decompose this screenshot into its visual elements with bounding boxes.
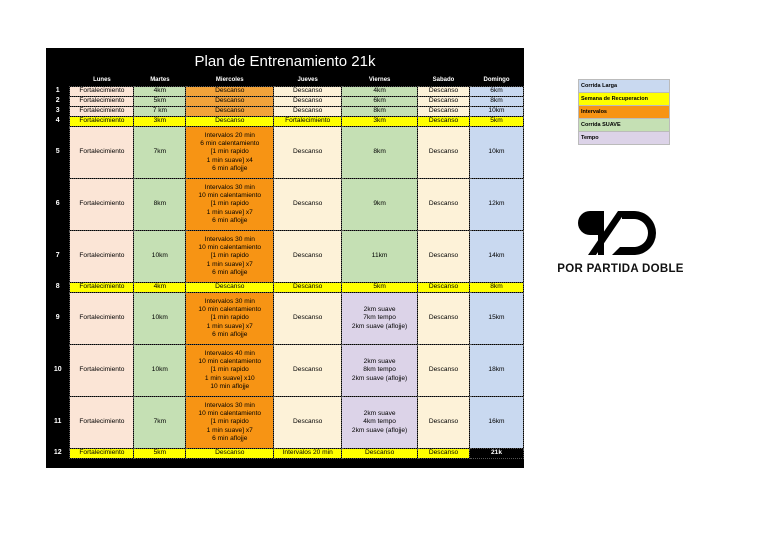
week-row — [46, 283, 524, 293]
cell-text: 3km — [153, 117, 167, 125]
day-header: Jueves — [274, 76, 342, 87]
cell-text: Descanso — [428, 283, 459, 291]
cell-text: Descanso — [293, 200, 323, 208]
plan-cell-viernes — [342, 97, 418, 107]
cell-text: Fortalecimiento — [79, 117, 125, 125]
legend-row — [579, 132, 670, 145]
cell-text: Fortalecimiento — [79, 87, 125, 95]
legend-item: Corrida Larga — [579, 80, 670, 93]
plan-cell-domingo — [469, 179, 523, 231]
ppd-monogram-icon — [578, 205, 660, 261]
cell-text: Descanso — [293, 107, 323, 115]
cell-text: Fortalecimiento — [79, 200, 125, 208]
plan-cell-martes — [134, 97, 186, 107]
plan-cell-miercoles — [186, 179, 274, 231]
plan-cell-jueves — [274, 117, 342, 127]
plan-cell-jueves — [274, 127, 342, 179]
legend-row — [579, 80, 670, 93]
plan-cell-domingo — [469, 231, 523, 283]
cell-text: 14km — [488, 252, 505, 260]
plan-cell-martes — [134, 179, 186, 231]
cell-text: 2km suave 8km tempo 2km suave (aflojje) — [351, 357, 408, 382]
cell-text: Descanso — [428, 366, 459, 374]
plan-cell-miercoles — [186, 293, 274, 345]
week-number: 9 — [46, 293, 70, 345]
plan-cell-viernes — [342, 397, 418, 449]
cell-text: 7km — [153, 148, 167, 156]
cell-text: Descanso — [215, 283, 245, 291]
cell-text: Fortalecimiento — [79, 252, 125, 260]
cell-text: Intervalos 30 min 10 min calentamiento [1 min rapido 1 min suave] x7 6 min aflojje — [198, 183, 262, 225]
plan-cell-domingo — [469, 117, 523, 127]
plan-cell-jueves — [274, 97, 342, 107]
plan-cell-domingo — [469, 107, 523, 117]
cell-text: Descanso — [215, 117, 245, 125]
plan-cell-miercoles — [186, 231, 274, 283]
cell-text: 8km — [373, 148, 386, 156]
week-number: 3 — [46, 107, 70, 117]
plan-cell-lunes — [70, 293, 134, 345]
plan-cell-domingo — [469, 127, 523, 179]
cell-text: 8km — [490, 283, 503, 291]
day-header: Viernes — [342, 76, 418, 87]
cell-text: Descanso — [428, 148, 459, 156]
plan-cell-sabado — [418, 179, 470, 231]
plan-cell-jueves — [274, 293, 342, 345]
cell-text: Fortalecimiento — [79, 148, 125, 156]
cell-text: Intervalos 20 min 6 min calentamiento [1 min rapido 1 min suave] x4 6 min aflojje — [200, 131, 260, 173]
week-number: 6 — [46, 179, 70, 231]
cell-text: Fortalecimiento — [79, 97, 125, 105]
plan-cell-viernes — [342, 87, 418, 97]
plan-cell-viernes — [342, 283, 418, 293]
plan-cell-domingo — [469, 449, 523, 459]
plan-cell-sabado — [418, 293, 470, 345]
week-number: 5 — [46, 127, 70, 179]
plan-cell-lunes — [70, 117, 134, 127]
plan-cell-martes — [134, 127, 186, 179]
week-row — [46, 397, 524, 449]
cell-text: Descanso — [215, 449, 245, 457]
day-header: Domingo — [469, 76, 523, 87]
cell-text: 2km suave 4km tempo 2km suave (aflojje) — [351, 409, 408, 434]
cell-text: Intervalos 30 min 10 min calentamiento [1 min rapido 1 min suave] x7 6 min aflojje — [198, 297, 262, 339]
cell-text: 10km — [151, 252, 168, 260]
cell-text: 11km — [371, 252, 388, 260]
cell-text: 12km — [488, 200, 505, 208]
plan-cell-miercoles — [186, 449, 274, 459]
cell-text: 10km — [151, 314, 168, 322]
cell-text: Descanso — [428, 117, 459, 125]
cell-text: 21k — [490, 449, 502, 457]
cell-text: Fortalecimiento — [79, 366, 125, 374]
cell-text: 15km — [488, 314, 505, 322]
cell-text: 18km — [488, 366, 505, 374]
week-row — [46, 293, 524, 345]
cell-text: Intervalos 30 min 10 min calentamiento [1 min rapido 1 min suave] x7 6 min aflojje — [198, 235, 262, 277]
week-number: 2 — [46, 97, 70, 107]
plan-cell-martes — [134, 345, 186, 397]
cell-text: 6km — [490, 87, 503, 95]
plan-cell-martes — [134, 231, 186, 283]
week-number: 10 — [46, 345, 70, 397]
plan-cell-domingo — [469, 397, 523, 449]
legend-item: Semana de Recuperacion — [579, 93, 670, 106]
cell-text: Fortalecimiento — [285, 117, 331, 125]
cell-text: 4km — [153, 283, 167, 291]
cell-text: Descanso — [293, 314, 323, 322]
cell-text: 10km — [488, 107, 505, 115]
plan-cell-lunes — [70, 107, 134, 117]
cell-text: Descanso — [293, 87, 323, 95]
plan-cell-viernes — [342, 127, 418, 179]
cell-text: Descanso — [428, 252, 459, 260]
cell-text: Fortalecimiento — [79, 314, 125, 322]
cell-text: 5km — [373, 283, 386, 291]
legend-table — [578, 79, 670, 145]
plan-cell-jueves — [274, 397, 342, 449]
cell-text: Descanso — [293, 283, 323, 291]
legend-item: Corrida SUAVE — [579, 119, 670, 132]
week-number: 12 — [46, 449, 70, 459]
corner-cell — [46, 76, 70, 87]
cell-text: 8km — [490, 97, 503, 105]
cell-text: Descanso — [215, 107, 245, 115]
plan-cell-lunes — [70, 87, 134, 97]
plan-cell-martes — [134, 449, 186, 459]
plan-cell-jueves — [274, 231, 342, 283]
plan-cell-lunes — [70, 449, 134, 459]
week-row — [46, 179, 524, 231]
plan-cell-jueves — [274, 179, 342, 231]
day-header: Martes — [134, 76, 186, 87]
cell-text: Fortalecimiento — [79, 107, 125, 115]
cell-text: Intervalos 40 min 10 min calentamiento [1 min rapido 1 min suave] x10 10 min aflojje — [198, 349, 262, 391]
cell-text: Descanso — [428, 87, 459, 95]
plan-cell-viernes — [342, 117, 418, 127]
legend-row — [579, 106, 670, 119]
plan-cell-sabado — [418, 345, 470, 397]
plan-cell-miercoles — [186, 107, 274, 117]
cell-text: Intervalos 30 min 10 min calentamiento [1 min rapido 1 min suave] x7 6 min aflojje — [198, 401, 262, 443]
cell-text: 6km — [373, 97, 386, 105]
cell-text: 8km — [153, 200, 167, 208]
legend-row — [579, 119, 670, 132]
cell-text: Descanso — [428, 97, 459, 105]
cell-text: 7 km — [152, 107, 168, 115]
plan-cell-domingo — [469, 283, 523, 293]
plan-cell-viernes — [342, 293, 418, 345]
cell-text: Descanso — [428, 200, 459, 208]
day-header: Miercoles — [186, 76, 274, 87]
cell-text: 10km — [488, 148, 505, 156]
cell-text: 4km — [373, 87, 386, 95]
cell-text: 10km — [151, 366, 168, 374]
plan-cell-sabado — [418, 127, 470, 179]
header-row — [46, 76, 524, 87]
plan-cell-domingo — [469, 87, 523, 97]
plan-cell-miercoles — [186, 345, 274, 397]
week-row — [46, 345, 524, 397]
week-number: 7 — [46, 231, 70, 283]
week-row — [46, 117, 524, 127]
week-row — [46, 97, 524, 107]
week-row — [46, 87, 524, 97]
cell-text: Intervalos 20 min — [282, 449, 333, 457]
plan-cell-miercoles — [186, 97, 274, 107]
week-row — [46, 449, 524, 459]
plan-cell-jueves — [274, 87, 342, 97]
cell-text: 16km — [488, 418, 505, 426]
plan-cell-miercoles — [186, 127, 274, 179]
week-row — [46, 127, 524, 179]
cell-text: Descanso — [364, 449, 395, 457]
cell-text: 9km — [373, 200, 386, 208]
plan-cell-jueves — [274, 283, 342, 293]
week-number: 4 — [46, 117, 70, 127]
cell-text: Descanso — [293, 366, 323, 374]
plan-cell-sabado — [418, 449, 470, 459]
cell-text: 4km — [153, 87, 167, 95]
cell-text: Descanso — [215, 97, 245, 105]
training-plan-sheet — [46, 48, 524, 468]
cell-text: Descanso — [215, 87, 245, 95]
plan-cell-martes — [134, 107, 186, 117]
plan-cell-viernes — [342, 107, 418, 117]
plan-cell-martes — [134, 87, 186, 97]
cell-text: Descanso — [293, 252, 323, 260]
plan-cell-jueves — [274, 107, 342, 117]
day-header: Lunes — [70, 76, 134, 87]
day-header: Sabado — [418, 76, 470, 87]
plan-cell-sabado — [418, 107, 470, 117]
plan-cell-lunes — [70, 283, 134, 293]
plan-cell-martes — [134, 117, 186, 127]
plan-cell-lunes — [70, 231, 134, 283]
week-number: 11 — [46, 397, 70, 449]
cell-text: Descanso — [428, 107, 459, 115]
plan-cell-miercoles — [186, 87, 274, 97]
week-row — [46, 231, 524, 283]
cell-text: 7km — [153, 418, 167, 426]
plan-cell-miercoles — [186, 283, 274, 293]
plan-cell-miercoles — [186, 117, 274, 127]
cell-text: Fortalecimiento — [79, 283, 125, 291]
brand-name: POR PARTIDA DOBLE — [557, 263, 684, 275]
week-row — [46, 107, 524, 117]
plan-cell-viernes — [342, 345, 418, 397]
plan-cell-martes — [134, 283, 186, 293]
plan-cell-martes — [134, 293, 186, 345]
plan-cell-sabado — [418, 283, 470, 293]
plan-cell-martes — [134, 397, 186, 449]
cell-text: Fortalecimiento — [79, 418, 125, 426]
cell-text: Descanso — [428, 314, 459, 322]
cell-text: 5km — [490, 117, 503, 125]
plan-cell-sabado — [418, 97, 470, 107]
cell-text: 8km — [373, 107, 386, 115]
plan-cell-lunes — [70, 97, 134, 107]
cell-text: Descanso — [428, 449, 459, 457]
plan-cell-sabado — [418, 87, 470, 97]
plan-cell-domingo — [469, 293, 523, 345]
plan-cell-jueves — [274, 449, 342, 459]
cell-text: Descanso — [293, 97, 323, 105]
plan-cell-viernes — [342, 449, 418, 459]
cell-text: 2km suave 7km tempo 2km suave (aflojje) — [351, 305, 408, 330]
plan-cell-lunes — [70, 397, 134, 449]
legend-item: Tempo — [579, 132, 670, 145]
plan-cell-miercoles — [186, 397, 274, 449]
plan-cell-sabado — [418, 397, 470, 449]
plan-cell-viernes — [342, 231, 418, 283]
plan-cell-sabado — [418, 231, 470, 283]
legend-row — [579, 93, 670, 106]
legend-item: Intervalos — [579, 106, 670, 119]
cell-text: Descanso — [293, 148, 323, 156]
plan-cell-domingo — [469, 97, 523, 107]
cell-text: 3km — [373, 117, 386, 125]
cell-text: Descanso — [428, 418, 459, 426]
cell-text: Descanso — [293, 418, 323, 426]
plan-table — [46, 76, 524, 459]
plan-cell-viernes — [342, 179, 418, 231]
cell-text: 5km — [153, 449, 167, 457]
plan-title: Plan de Entrenamiento 21k — [194, 53, 376, 70]
week-number: 8 — [46, 283, 70, 293]
plan-cell-sabado — [418, 117, 470, 127]
cell-text: Fortalecimiento — [79, 449, 125, 457]
plan-cell-lunes — [70, 127, 134, 179]
cell-text: 5km — [153, 97, 167, 105]
plan-cell-lunes — [70, 345, 134, 397]
plan-cell-lunes — [70, 179, 134, 231]
week-number: 1 — [46, 87, 70, 97]
plan-cell-domingo — [469, 345, 523, 397]
plan-cell-jueves — [274, 345, 342, 397]
